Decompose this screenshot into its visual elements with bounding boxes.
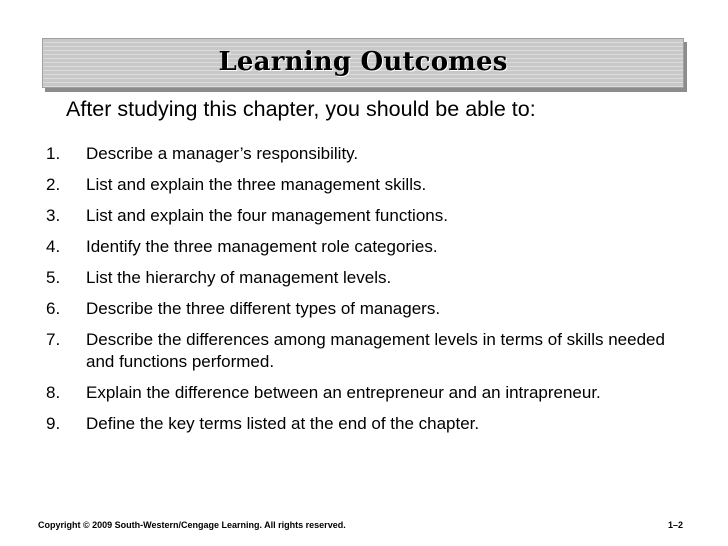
title-banner: [42, 38, 684, 88]
outcome-number: 7.: [46, 330, 61, 349]
outcome-item-8: [44, 382, 684, 404]
copyright-notice: Copyright © 2009 South-Western/Cengage Learning. All rights reserved.: [38, 520, 346, 530]
outcome-item-1: [44, 143, 684, 165]
learning-outcomes-list: [44, 143, 684, 444]
outcome-item-9: [44, 413, 684, 435]
outcome-text: Describe the differences among management levels in terms of skills needed and functions performed.: [86, 330, 665, 371]
page-number: 1–2: [667, 520, 683, 530]
outcome-item-6: [44, 298, 684, 320]
outcome-number: 5.: [46, 268, 61, 287]
outcome-number: 4.: [46, 237, 61, 256]
slide-title: Learning Outcomes: [218, 47, 508, 77]
outcome-text: List and explain the three management skills.: [86, 175, 427, 194]
intro-text: After studying this chapter, you should be able to:: [66, 97, 536, 121]
outcome-text: Describe a manager’s responsibility.: [86, 144, 359, 163]
outcome-text: List and explain the four management functions.: [86, 206, 448, 225]
outcome-number: 2.: [46, 175, 61, 194]
outcome-text: List the hierarchy of management levels.: [86, 268, 392, 287]
outcome-item-2: [44, 174, 684, 196]
outcome-item-4: [44, 236, 684, 258]
outcome-text: Explain the difference between an entrepreneur and an intrapreneur.: [86, 383, 601, 402]
outcome-text: Define the key terms listed at the end of the chapter.: [86, 414, 480, 433]
outcome-number: 1.: [46, 144, 61, 163]
outcome-item-7: [44, 329, 684, 373]
outcome-number: 6.: [46, 299, 61, 318]
outcome-number: 9.: [46, 414, 61, 433]
outcome-text: Describe the three different types of managers.: [86, 299, 441, 318]
outcome-number: 8.: [46, 383, 61, 402]
outcome-text: Identify the three management role categories.: [86, 237, 438, 256]
outcome-number: 3.: [46, 206, 61, 225]
outcome-item-3: [44, 205, 684, 227]
outcome-item-5: [44, 267, 684, 289]
